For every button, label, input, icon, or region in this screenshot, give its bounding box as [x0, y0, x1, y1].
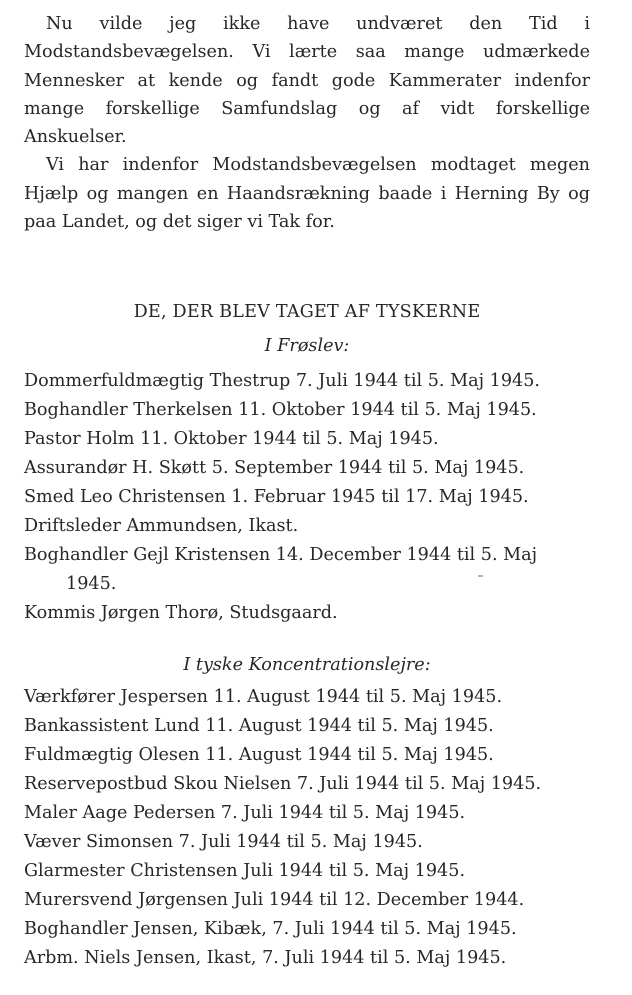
list-item: Glarmester Christensen Juli 1944 til 5. Maj 1945.: [24, 861, 466, 881]
list-item: Boghandler Gejl Kristensen 14. December 1944 til 5. Maj 1945.: [24, 545, 538, 594]
section-heading: DE, DER BLEV TAGET AF TYSKERNE: [133, 302, 481, 322]
list-item: Boghandler Jensen, Kibæk, 7. Juli 1944 til 5. Maj 1945.: [24, 919, 517, 939]
list-item: Væver Simonsen 7. Juli 1944 til 5. Maj 1945.: [24, 832, 423, 852]
list-item: Arbm. Niels Jensen, Ikast, 7. Juli 1944 til 5. Maj 1945.: [24, 948, 507, 968]
camps-list: [24, 683, 590, 973]
list-item: Murersvend Jørgensen Juli 1944 til 12. December 1944.: [24, 890, 525, 910]
list-item: Maler Aage Pedersen 7. Juli 1944 til 5. Maj 1945.: [24, 803, 466, 823]
list-item: Værkfører Jespersen 11. August 1944 til 5. Maj 1945.: [24, 687, 503, 707]
intro-paragraph: Nu vilde jeg ikke have undværet den Tid i Modstandsbevægelsen. Vi lærte saa mange udmærkede Mennesker at kende og fandt gode Kammerater indenfor mange forskellige Samfundslag og af vidt forskellige Anskuelser.: [24, 14, 590, 148]
list-item: Driftsleder Ammundsen, Ikast.: [24, 516, 299, 536]
list-item: Smed Leo Christensen 1. Februar 1945 til 17. Maj 1945.: [24, 487, 529, 507]
list-item: Fuldmægtig Olesen 11. August 1944 til 5. Maj 1945.: [24, 745, 494, 765]
camps-subheading: I tyske Koncentrationslejre:: [183, 655, 431, 675]
list-item: Dommerfuldmægtig Thestrup 7. Juli 1944 til 5. Maj 1945.: [24, 371, 541, 391]
list-item: Boghandler Therkelsen 11. Oktober 1944 til 5. Maj 1945.: [24, 400, 537, 420]
list-item: Pastor Holm 11. Oktober 1944 til 5. Maj 1945.: [24, 429, 439, 449]
intro-text: [24, 10, 590, 236]
froslev-subheading: I Frøslev:: [264, 336, 350, 356]
list-item: Reservepostbud Skou Nielsen 7. Juli 1944 til 5. Maj 1945.: [24, 774, 542, 794]
list-item: Bankassistent Lund 11. August 1944 til 5. Maj 1945.: [24, 716, 494, 736]
froslev-list: [24, 367, 590, 628]
intro-paragraph: Vi har indenfor Modstandsbevægelsen modtaget megen Hjælp og mangen en Haandsrækning baade i Herning By og paa Landet, og det siger vi Tak for.: [24, 155, 590, 233]
list-item: Assurandør H. Skøtt 5. September 1944 til 5. Maj 1945.: [24, 458, 525, 478]
print-mark: [478, 575, 483, 577]
list-item: Kommis Jørgen Thorø, Studsgaard.: [24, 603, 338, 623]
